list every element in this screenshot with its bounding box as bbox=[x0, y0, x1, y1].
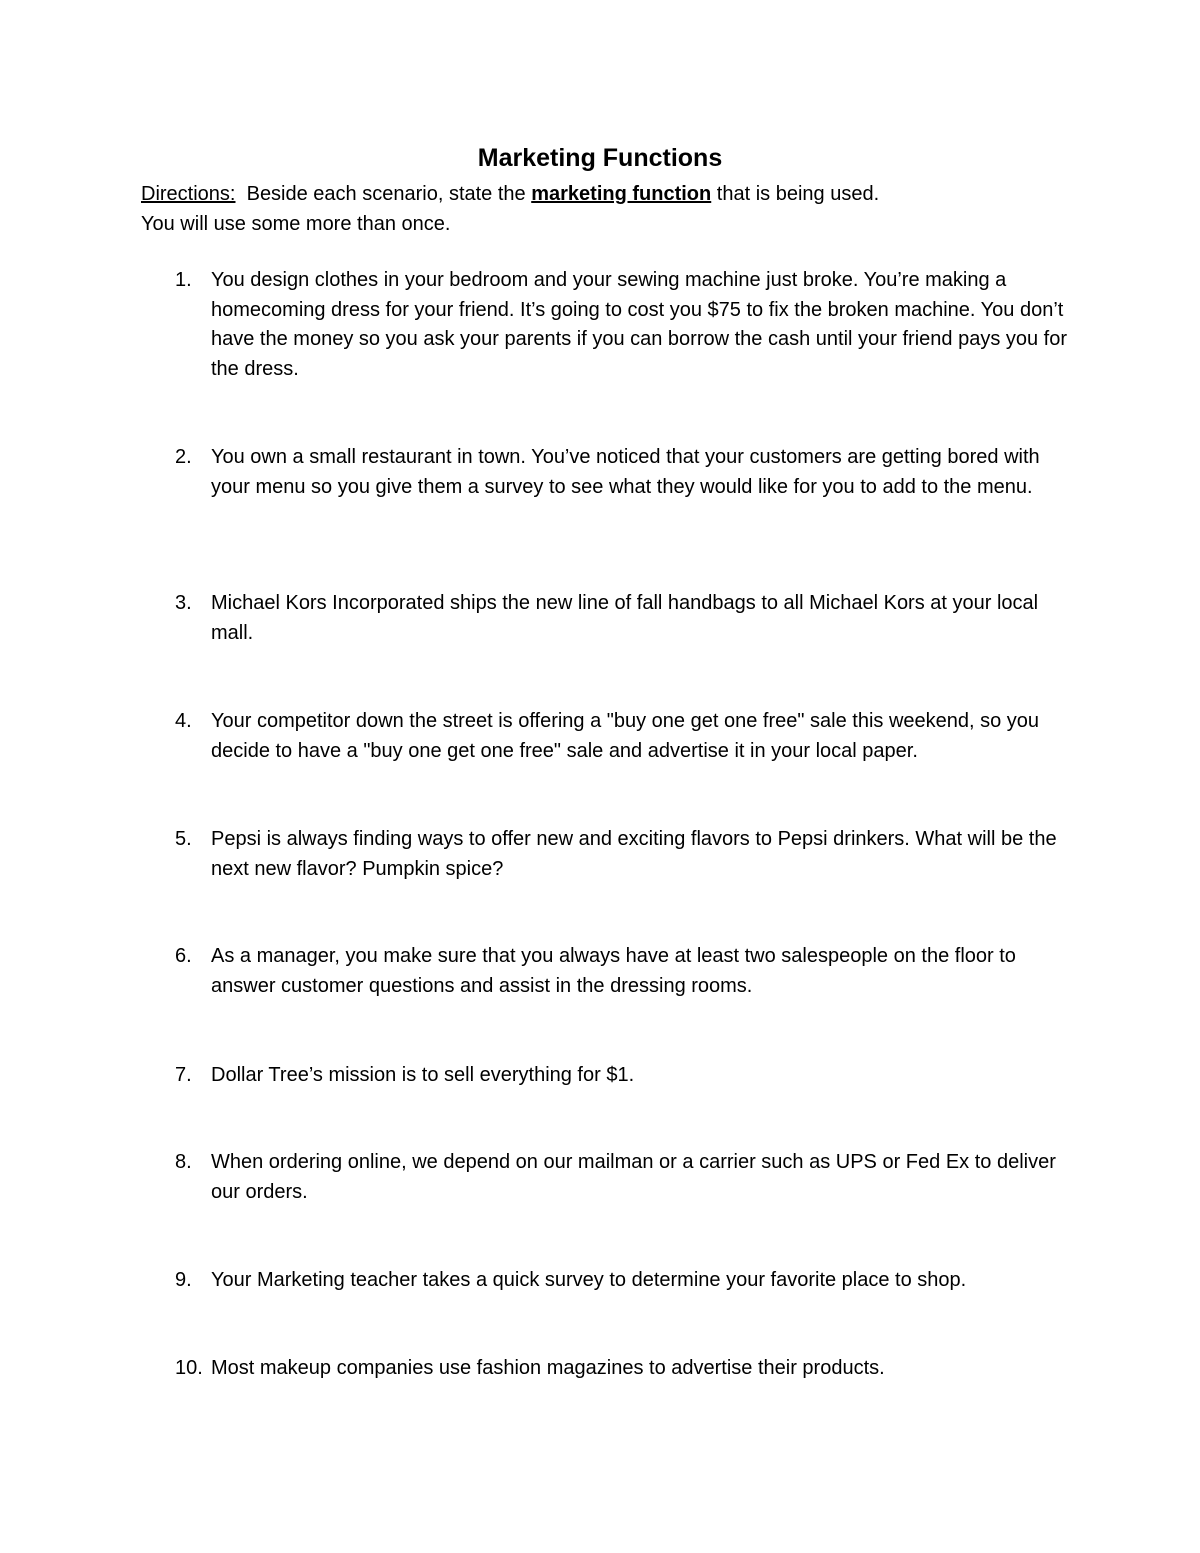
question-item bbox=[175, 942, 1075, 1001]
question-text: Michael Kors Incorporated ships the new line of fall handbags to all Michael Kors at your local mall. bbox=[211, 592, 1039, 644]
question-item bbox=[175, 1148, 1075, 1207]
question-number: 5. bbox=[175, 828, 192, 850]
question-number: 3. bbox=[175, 592, 192, 614]
question-text: Dollar Tree’s mission is to sell everything for $1. bbox=[211, 1064, 635, 1086]
question-item bbox=[175, 443, 1075, 502]
question-text: Your Marketing teacher takes a quick survey to determine your favorite place to shop. bbox=[211, 1269, 967, 1291]
question-number: 6. bbox=[175, 945, 192, 967]
question-number: 10. bbox=[175, 1357, 203, 1379]
question-item bbox=[175, 589, 1075, 648]
directions-line-2: You will use some more than once. bbox=[141, 213, 451, 235]
question-item bbox=[175, 825, 1075, 884]
question-number: 8. bbox=[175, 1151, 192, 1173]
page-title: Marketing Functions bbox=[477, 144, 723, 172]
question-text: Your competitor down the street is offering a "buy one get one free" sale this weekend, so you decide to have a "buy one get one free" sale and advertise it in your local paper. bbox=[211, 710, 1040, 762]
question-item bbox=[175, 707, 1075, 766]
question-text: Pepsi is always finding ways to offer new and exciting flavors to Pepsi drinkers. What will be the next new flavor? Pumpkin spice? bbox=[211, 828, 1057, 880]
directions-label: Directions: bbox=[141, 183, 236, 205]
question-number: 9. bbox=[175, 1269, 192, 1291]
directions-text-before: Beside each scenario, state the bbox=[235, 183, 532, 205]
question-item bbox=[175, 266, 1075, 385]
question-item bbox=[175, 1354, 1075, 1384]
question-text: You design clothes in your bedroom and your sewing machine just broke. You’re making a homecoming dress for your friend. It’s going to cost you $75 to fix the broken machine. You don’t have the money so you ask your parents if you can borrow the cash until your friend pays you for the dress. bbox=[211, 269, 1068, 381]
question-text: Most makeup companies use fashion magazines to advertise their products. bbox=[211, 1357, 885, 1379]
question-item bbox=[175, 1061, 1075, 1091]
question-text: As a manager, you make sure that you always have at least two salespeople on the floor to answer customer questions and assist in the dressing rooms. bbox=[211, 945, 1016, 997]
question-number: 1. bbox=[175, 269, 192, 291]
directions-text-after: that is being used. bbox=[711, 183, 880, 205]
directions-emphasis: marketing function bbox=[531, 183, 712, 205]
question-text: You own a small restaurant in town. You’ve noticed that your customers are getting bored with your menu so you give them a survey to see what they would like for you to add to the menu. bbox=[211, 446, 1040, 498]
question-number: 2. bbox=[175, 446, 192, 468]
question-number: 7. bbox=[175, 1064, 192, 1086]
question-number: 4. bbox=[175, 710, 192, 732]
question-item bbox=[175, 1266, 1075, 1296]
question-text: When ordering online, we depend on our mailman or a carrier such as UPS or Fed Ex to deliver our orders. bbox=[211, 1151, 1056, 1203]
